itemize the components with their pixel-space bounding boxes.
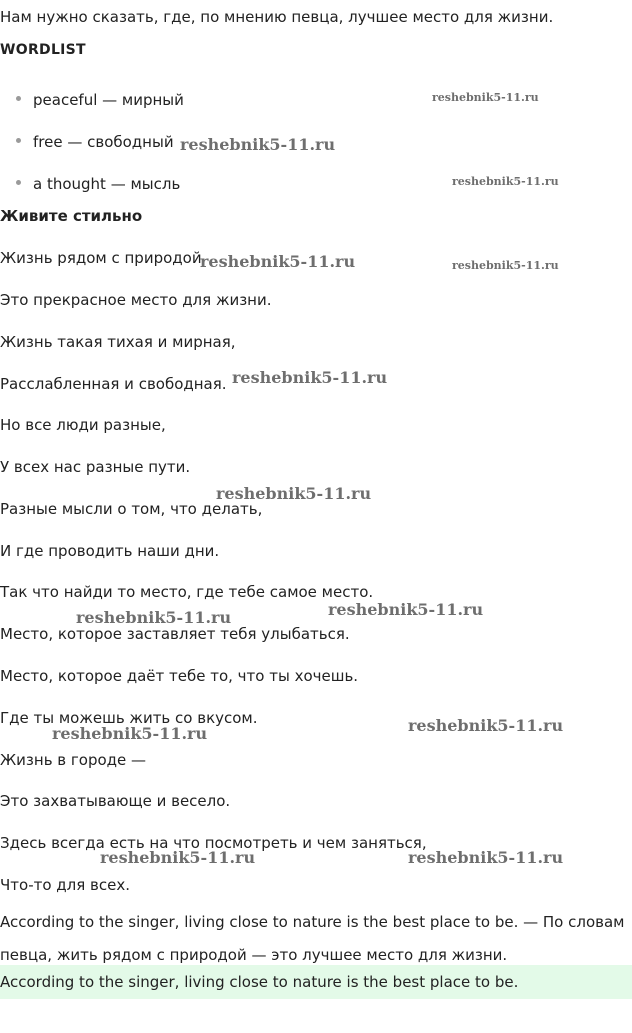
poem-line: Что-то для всех. xyxy=(0,876,131,894)
watermark: reshebnik5-11.ru xyxy=(76,608,232,627)
poem-title: Живите стильно xyxy=(0,207,143,225)
watermark: reshebnik5-11.ru xyxy=(52,724,208,743)
wordlist-item xyxy=(16,90,184,110)
watermark: reshebnik5-11.ru xyxy=(328,600,484,619)
poem-line: Это захватывающе и весело. xyxy=(0,792,231,810)
wordlist-item xyxy=(16,132,174,152)
poem-line: У всех нас разные пути. xyxy=(0,458,191,476)
answer-text: According to the singer, living close to nature is the best place to be. — По словам певца, жить рядом с природой — это лучшее место для жизни. xyxy=(0,913,625,964)
bullet-dot-icon xyxy=(16,96,21,101)
poem-line: Разные мысли о том, что делать, xyxy=(0,500,263,518)
watermark: reshebnik5-11.ru xyxy=(432,91,539,104)
wordlist-item-text: a thought — мысль xyxy=(33,175,181,193)
final-answer-highlight: According to the singer, living close to nature is the best place to be. xyxy=(0,965,632,999)
watermark: reshebnik5-11.ru xyxy=(408,848,564,867)
poem-line: Здесь всегда есть на что посмотреть и чем заняться, xyxy=(0,834,427,852)
poem-line: Место, которое даёт тебе то, что ты хочешь. xyxy=(0,667,359,685)
watermark: reshebnik5-11.ru xyxy=(408,716,564,735)
poem-line: Жизнь рядом с природой xyxy=(0,249,202,267)
poem-line: Расслабленная и свободная. xyxy=(0,375,227,393)
poem-line: Где ты можешь жить со вкусом. xyxy=(0,709,258,727)
poem-line: Место, которое заставляет тебя улыбаться. xyxy=(0,625,350,643)
wordlist-item-text: peaceful — мирный xyxy=(33,91,184,109)
wordlist-title: WORDLIST xyxy=(0,42,86,58)
poem-line: Жизнь такая тихая и мирная, xyxy=(0,333,236,351)
watermark: reshebnik5-11.ru xyxy=(180,135,336,154)
wordlist-item-text: free — свободный xyxy=(33,133,174,151)
bullet-dot-icon xyxy=(16,180,21,185)
watermark: reshebnik5-11.ru xyxy=(216,484,372,503)
watermark: reshebnik5-11.ru xyxy=(452,175,559,188)
poem-line: Это прекрасное место для жизни. xyxy=(0,291,272,309)
watermark: reshebnik5-11.ru xyxy=(100,848,256,867)
watermark: reshebnik5-11.ru xyxy=(452,259,559,272)
watermark: reshebnik5-11.ru xyxy=(200,252,356,271)
watermark: reshebnik5-11.ru xyxy=(232,368,388,387)
bullet-dot-icon xyxy=(16,138,21,143)
poem-line: Так что найди то место, где тебе самое место. xyxy=(0,583,374,601)
poem-line: И где проводить наши дни. xyxy=(0,542,220,560)
wordlist-item xyxy=(16,174,180,194)
poem-line: Жизнь в городе — xyxy=(0,751,147,769)
intro-text: Нам нужно сказать, где, по мнению певца, лучшее место для жизни. xyxy=(0,8,554,26)
poem-line: Но все люди разные, xyxy=(0,416,166,434)
